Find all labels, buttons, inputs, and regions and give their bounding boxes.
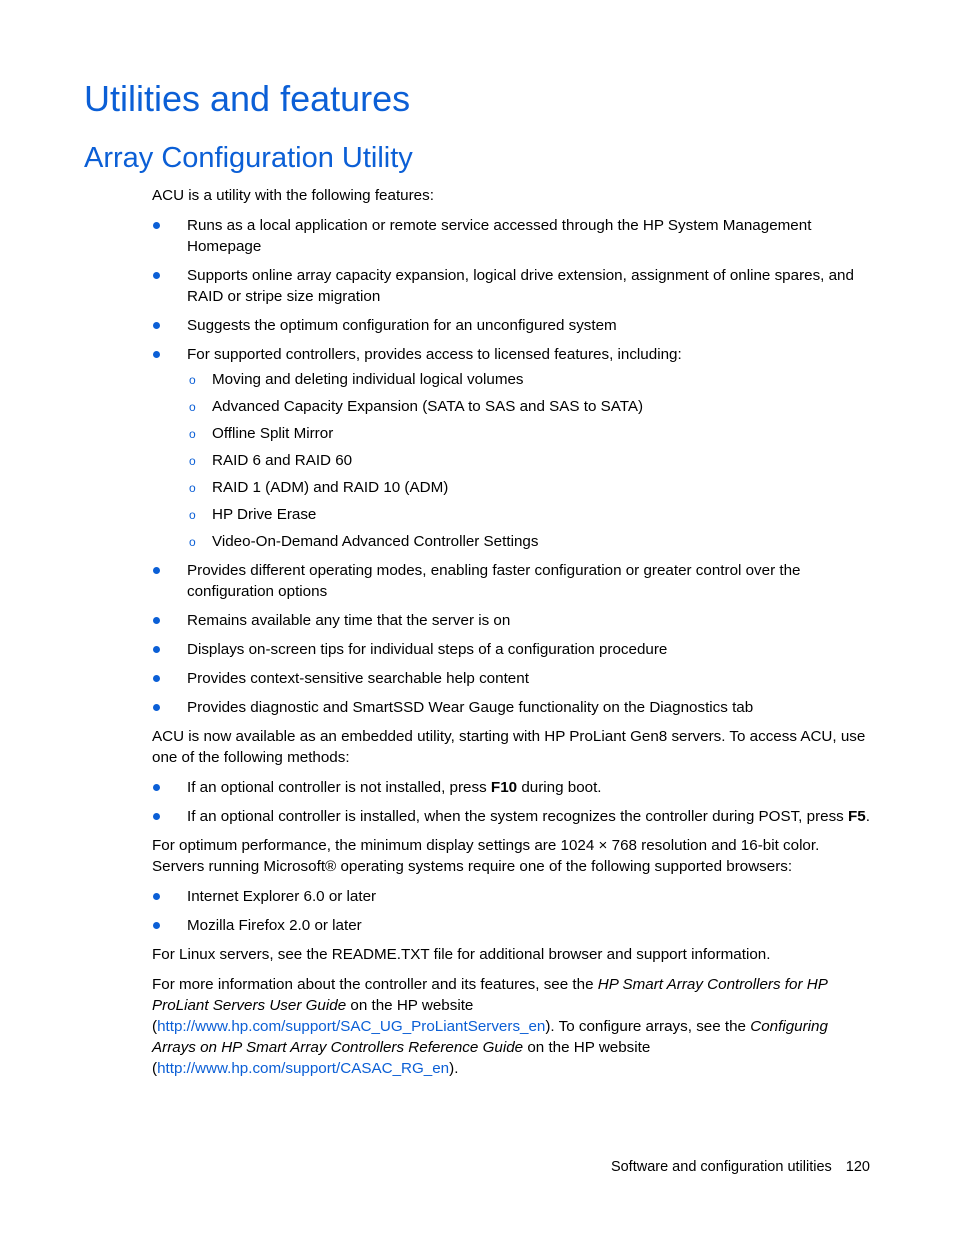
body-content (152, 185, 872, 1088)
guide-title-user-guide: HP Smart Array Controllers for HP ProLiant Servers User Guide (152, 976, 828, 1014)
bullet-icon (153, 704, 160, 711)
access-methods-list (152, 777, 872, 827)
circle-bullet-icon: o (189, 535, 196, 549)
browsers-list (152, 886, 872, 936)
list-item: Provides different operating modes, enabling faster configuration or greater control over the configuration options (152, 560, 872, 602)
bullet-icon (153, 617, 160, 624)
bullet-icon (153, 813, 160, 820)
circle-bullet-icon: o (189, 508, 196, 522)
more-info-paragraph: For more information about the controller and its features, see the HP Smart Array Controllers for HP ProLiant Servers User Guide on the HP website (http://www.hp.com/support/SAC_UG_ProLiantServers_en). To configure arrays, see the Configuring Arrays on HP Smart Array Controllers Reference Guide on the HP website (http://www.hp.com/support/CASAC_RG_en). (152, 976, 828, 1077)
list-item: If an optional controller is installed, when the system recognizes the controller during POST, press F5. (152, 806, 872, 827)
section-title: Array Configuration Utility (84, 142, 413, 174)
list-item: If an optional controller is not installed, press F10 during boot. (152, 777, 872, 798)
list-item: Suggests the optimum configuration for an unconfigured system (152, 315, 872, 336)
circle-bullet-icon: o (189, 400, 196, 414)
bullet-icon (153, 922, 160, 929)
bullet-icon (153, 272, 160, 279)
list-item: Provides diagnostic and SmartSSD Wear Gauge functionality on the Diagnostics tab (152, 697, 872, 718)
list-item: Provides context-sensitive searchable help content (152, 668, 872, 689)
bullet-icon (153, 893, 160, 900)
bullet-icon (153, 675, 160, 682)
sac-user-guide-link[interactable]: http://www.hp.com/support/SAC_UG_ProLiantServers_en (157, 1018, 546, 1035)
sublist-item: o Advanced Capacity Expansion (SATA to SAS and SAS to SATA) (189, 398, 644, 415)
list-item: Remains available any time that the server is on (152, 610, 872, 631)
bullet-icon (153, 351, 160, 358)
display-paragraph: For optimum performance, the minimum display settings are 1024 × 768 resolution and 16-bit color. Servers running Microsoft® operating systems require one of the following supported browsers: (152, 837, 820, 875)
page-footer (611, 1157, 870, 1177)
sublist-item: o RAID 1 (ADM) and RAID 10 (ADM) (189, 479, 449, 496)
sublist-item: o Moving and deleting individual logical volumes (189, 371, 524, 388)
key-f5: F5 (847, 808, 866, 825)
circle-bullet-icon: o (189, 454, 196, 468)
list-item: Displays on-screen tips for individual steps of a configuration procedure (152, 639, 872, 660)
guide-title-reference-guide: Configuring Arrays on HP Smart Array Controllers Reference Guide (152, 1018, 828, 1056)
intro-paragraph: ACU is a utility with the following features: (152, 187, 434, 204)
list-item: For supported controllers, provides access to licensed features, including: o Moving and deleting individual logical volumes o Advanced Capacity Expansion (SATA to SAS and SAS to SATA) o Offline Split Mirror o RAID 6 and RAID 60 o RAID 1 (ADM) and RAID 10 (ADM) o HP Drive Erase o Video-On-Demand Advanced Controller Settings (152, 344, 872, 552)
casac-reference-guide-link[interactable]: http://www.hp.com/support/CASAC_RG_en (157, 1060, 450, 1077)
page-title: Utilities and features (84, 78, 411, 119)
bullet-icon (153, 567, 160, 574)
licensed-features-sublist (187, 369, 872, 552)
circle-bullet-icon: o (189, 481, 196, 495)
sublist-item: o RAID 6 and RAID 60 (189, 452, 353, 469)
linux-paragraph: For Linux servers, see the README.TXT file for additional browser and support information. (152, 946, 771, 963)
footer-section-name: Software and configuration utilities (610, 1159, 832, 1175)
circle-bullet-icon: o (189, 373, 196, 387)
list-item: Mozilla Firefox 2.0 or later (152, 915, 872, 936)
bullet-icon (153, 222, 160, 229)
page-number: 120 (845, 1159, 870, 1175)
embedded-paragraph: ACU is now available as an embedded utility, starting with HP ProLiant Gen8 servers. To access ACU, use one of the following methods: (152, 728, 866, 766)
bullet-icon (153, 322, 160, 329)
features-list (152, 215, 872, 718)
circle-bullet-icon: o (189, 427, 196, 441)
bullet-icon (153, 646, 160, 653)
sublist-item: o Video-On-Demand Advanced Controller Settings (189, 533, 539, 550)
list-item: Internet Explorer 6.0 or later (152, 886, 872, 907)
key-f10: F10 (490, 779, 518, 796)
sublist-item: o HP Drive Erase (189, 506, 317, 523)
sublist-item: o Offline Split Mirror (189, 425, 334, 442)
bullet-icon (153, 784, 160, 791)
list-item: Supports online array capacity expansion, logical drive extension, assignment of online spares, and RAID or stripe size migration (152, 265, 872, 307)
list-item: Runs as a local application or remote service accessed through the HP System Management Homepage (152, 215, 872, 257)
